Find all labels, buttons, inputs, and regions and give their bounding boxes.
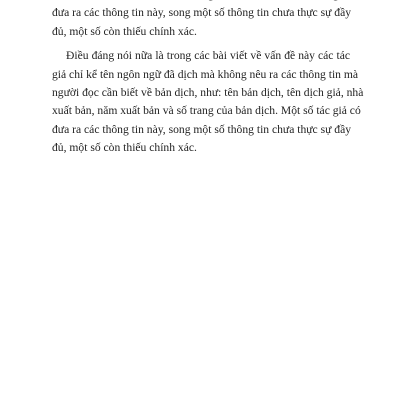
text-line: đủ, một số còn thiếu chính xác. (52, 24, 197, 38)
text-line: đưa ra các thông tin này, song một số thông tin chưa thực sự đầy (52, 122, 352, 136)
text-line: Điều đáng nói nữa là trong các bài viết về vấn đề này các tác (66, 49, 350, 63)
text-line: giả chỉ kể tên ngôn ngữ đã dịch mà không nêu ra các thông tin mà (52, 67, 359, 81)
body-text (52, 0, 364, 164)
text-line: đủ, một số còn thiếu chính xác. (52, 141, 197, 155)
paragraph-2 (52, 47, 364, 157)
text-line: xuất bản, năm xuất bản và số trang của bản dịch. Một số tác giả có (52, 104, 361, 118)
text-line: người đọc cần biết về bản dịch, như: tên bản dịch, tên dịch giả, nhà (52, 86, 364, 100)
text-line: đưa ra các thông tin này, song một số thông tin chưa thực sự đầy (52, 6, 352, 20)
paragraph-1 (52, 0, 350, 41)
